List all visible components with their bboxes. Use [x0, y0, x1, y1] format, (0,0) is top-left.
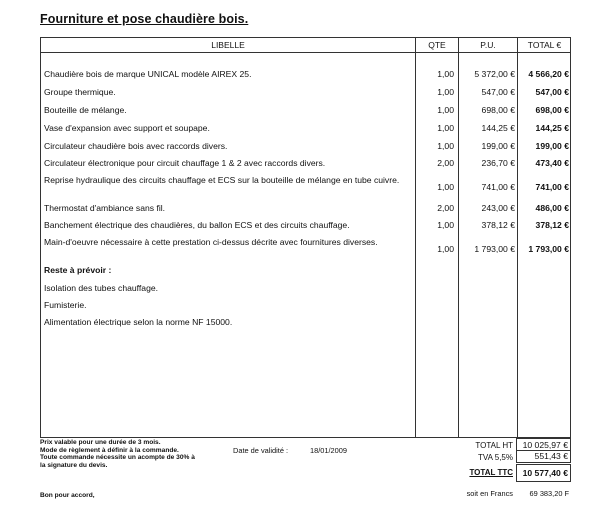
document-title: Fourniture et pose chaudière bois. [40, 12, 249, 26]
row-pu: 5 372,00 € [474, 69, 515, 79]
row-qte: 1,00 [437, 123, 454, 133]
row-qte: 1,00 [437, 87, 454, 97]
quote-table [40, 37, 571, 438]
reste-item-text: Alimentation électrique selon la norme NF 15000. [44, 317, 233, 327]
francs-label: soit en Francs [466, 489, 513, 498]
row-total: 1 793,00 € [528, 244, 569, 254]
row-libelle: Main-d'oeuvre nécessaire à cette prestation ci-dessus décrite avec fournitures diverses. [44, 237, 378, 247]
row-qte: 1,00 [437, 105, 454, 115]
total-ttc-label: TOTAL TTC [469, 468, 513, 477]
row-libelle: Banchement électrique des chaudières, du ballon ECS et des circuits chauffage. [44, 220, 350, 230]
signature-label: Bon pour accord, [40, 492, 95, 499]
row-total: 547,00 € [535, 87, 569, 97]
row-total: 4 566,20 € [528, 69, 569, 79]
row-libelle: Chaudière bois de marque UNICAL modèle AIREX 25. [44, 69, 252, 79]
tva-label: TVA 5,5% [478, 453, 513, 462]
row-qte: 1,00 [437, 220, 454, 230]
total-ttc-value: 10 577,40 € [516, 464, 571, 482]
note-line: Toute commande nécessite un acompte de 30% à [40, 454, 195, 462]
row-qte: 1,00 [437, 69, 454, 79]
column-divider [517, 38, 518, 437]
row-pu: 199,00 € [481, 141, 515, 151]
row-qte: 2,00 [437, 158, 454, 168]
total-ht-label: TOTAL HT [475, 441, 513, 450]
row-libelle: Vase d'expansion avec support et soupape. [44, 123, 210, 133]
total-ht-value: 10 025,97 € [516, 438, 571, 451]
row-pu: 547,00 € [481, 87, 515, 97]
row-libelle: Circulateur chaudière bois avec raccords divers. [44, 141, 228, 151]
row-qte: 1,00 [437, 182, 454, 192]
row-libelle: Thermostat d'ambiance sans fil. [44, 203, 166, 213]
reste-heading: Reste à prévoir : [44, 265, 112, 275]
header-divider [41, 52, 570, 53]
row-total: 473,40 € [535, 158, 569, 168]
row-qte: 2,00 [437, 203, 454, 213]
row-total: 378,12 € [535, 220, 569, 230]
column-divider [458, 38, 459, 437]
row-total: 741,00 € [535, 182, 569, 192]
row-pu: 144,25 € [481, 123, 515, 133]
row-qte: 1,00 [437, 141, 454, 151]
validity-label: Date de validité : [233, 446, 289, 455]
note-line: Prix valable pour une durée de 3 mois. [40, 439, 161, 446]
reste-item-text: Fumisterie. [44, 300, 87, 310]
row-libelle: Reprise hydraulique des circuits chauffage et ECS sur la bouteille de mélange en tube cuivre. [44, 175, 400, 185]
note-line: Mode de règlement à définir à la commande. [40, 446, 179, 454]
row-total: 144,25 € [535, 123, 569, 133]
header-qte: QTE [428, 40, 446, 50]
row-pu: 698,00 € [481, 105, 515, 115]
header-total: TOTAL € [527, 40, 562, 50]
row-pu: 236,70 € [481, 158, 515, 168]
francs-value: 69 383,20 F [529, 489, 569, 498]
header-libelle: LIBELLE [211, 40, 245, 50]
row-total: 698,00 € [535, 105, 569, 115]
validity-date: 18/01/2009 [310, 446, 347, 455]
row-total: 486,00 € [535, 203, 569, 213]
reste-item-text: Isolation des tubes chauffage. [44, 283, 159, 293]
row-pu: 378,12 € [481, 220, 515, 230]
header-pu: P.U. [480, 40, 496, 50]
row-pu: 741,00 € [481, 182, 515, 192]
tva-value: 551,43 € [516, 450, 571, 463]
row-total: 199,00 € [535, 141, 569, 151]
column-divider [415, 38, 416, 437]
row-libelle: Circulateur électronique pour circuit chauffage 1 & 2 avec raccords divers. [44, 158, 326, 168]
row-pu: 243,00 € [481, 203, 515, 213]
terms-notes [40, 439, 195, 469]
note-line: la signature du devis. [40, 461, 108, 469]
row-libelle: Bouteille de mélange. [44, 105, 127, 115]
row-qte: 1,00 [437, 244, 454, 254]
row-pu: 1 793,00 € [474, 244, 515, 254]
row-libelle: Groupe thermique. [44, 87, 116, 97]
